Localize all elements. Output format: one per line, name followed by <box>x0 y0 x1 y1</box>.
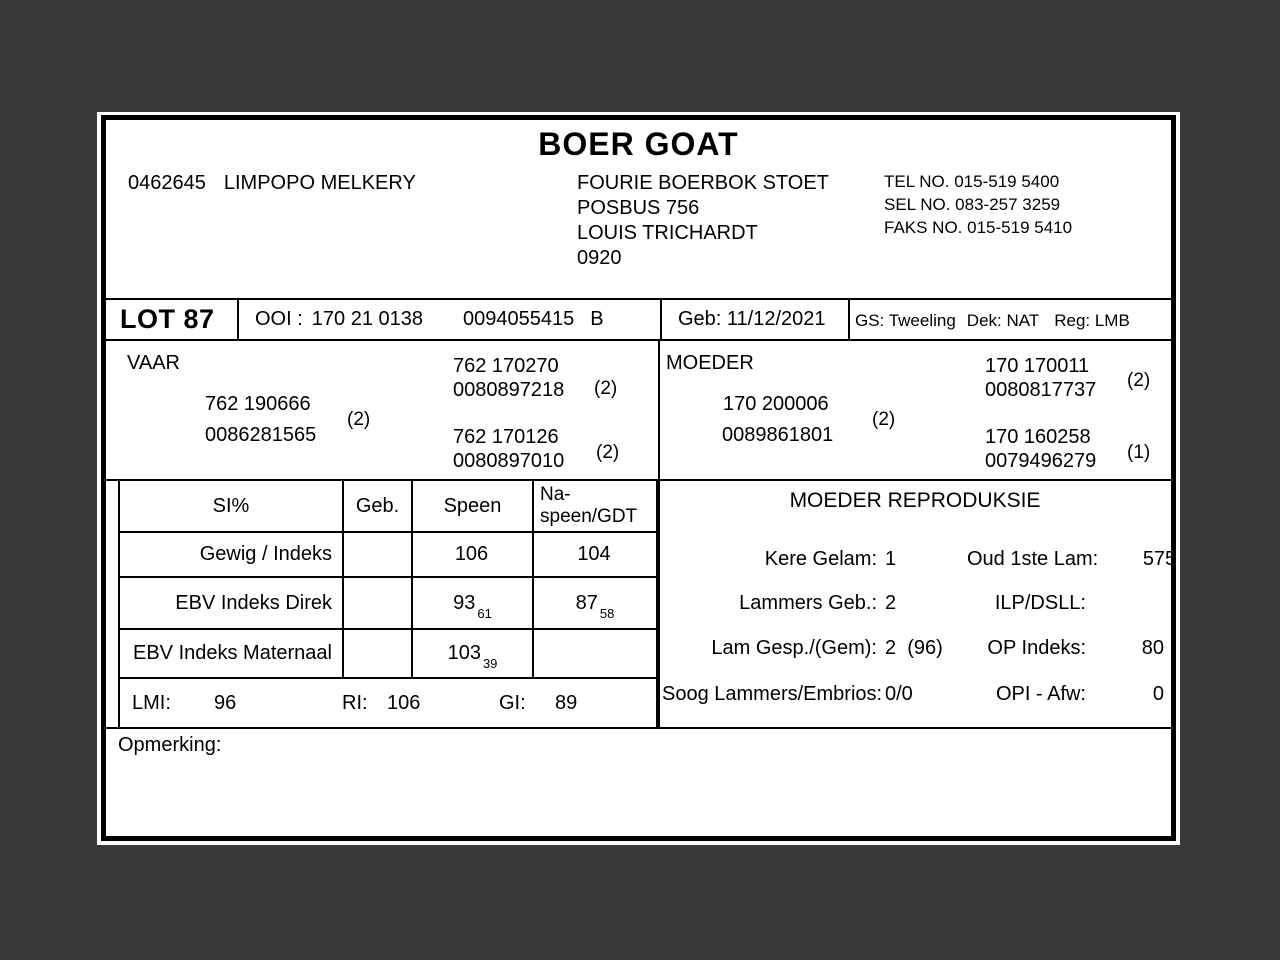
document-card <box>97 112 1180 845</box>
repro-row-1 <box>662 548 1177 571</box>
sire-id: 762 190666 <box>205 393 311 415</box>
gewig-naspeen-value <box>534 533 656 578</box>
remarks-label: Opmerking: <box>118 734 222 756</box>
row-label-ebv-direk: EBV Indeks Direk <box>120 578 344 630</box>
repro-row-4 <box>662 683 1164 706</box>
sire-sire-note: (2) <box>594 378 618 399</box>
gewig-naspeen-number: 104 <box>577 543 611 565</box>
stats-table <box>118 479 658 679</box>
ebv-maternaal-speen-number: 103 <box>447 642 481 664</box>
kere-gelam-value: 1 <box>885 548 897 570</box>
op-indeks-label: OP Indeks: <box>987 637 1086 659</box>
oud-1ste-lam-value: 575 <box>1142 548 1177 570</box>
dam-id: 170 200006 <box>723 393 829 415</box>
ebv-maternaal-geb-value <box>344 630 413 677</box>
repro-row-2 <box>662 592 1164 615</box>
mating-type: Dek: NAT <box>966 311 1040 330</box>
lam-gesp-value: 2 (96) <box>885 637 943 659</box>
ebv-direk-naspeen-number: 87 <box>575 591 598 614</box>
ooi-id: 170 21 0138 <box>311 308 424 330</box>
lammers-geb-label: Lammers Geb.: <box>739 592 877 614</box>
ri-value: 106 <box>387 692 421 714</box>
dam-dam-note: (1) <box>1127 442 1151 463</box>
dam-dam-reg-number: 0079496279 <box>985 450 1097 472</box>
ebv-direk-speen-sub: 61 <box>477 605 492 621</box>
col-header-speen: Speen <box>413 481 534 533</box>
member-name: LIMPOPO MELKERY <box>223 172 416 194</box>
stud-name: FOURIE BOERBOK STOET <box>577 172 829 194</box>
dam-sire-reg-number: 0080817737 <box>985 379 1097 401</box>
row-label-gewig-indeks: Gewig / Indeks <box>120 533 344 578</box>
op-indeks-value: 80 <box>1141 637 1164 659</box>
col-header-geb: Geb. <box>344 481 413 533</box>
opi-afw-value: 0 <box>1152 683 1164 705</box>
soog-lammers-label: Soog Lammers/Embrios: <box>662 683 883 705</box>
ebv-maternaal-speen-sub: 39 <box>482 656 498 671</box>
gi-value: 89 <box>555 692 578 714</box>
sire-reg-number: 0086281565 <box>205 424 317 446</box>
ebv-direk-speen-value <box>413 578 534 630</box>
lot-number: LOT 87 <box>120 304 215 334</box>
sire-dam-note: (2) <box>596 442 620 463</box>
ebv-direk-speen-number: 93 <box>453 591 476 614</box>
gewig-geb-value <box>344 533 413 578</box>
divider-header-bottom <box>105 298 1172 300</box>
registration-type: Reg: LMB <box>1054 311 1130 330</box>
col-header-naspeen <box>534 481 656 533</box>
ri-label: RI: <box>342 692 368 714</box>
ooi-label: OOI : <box>255 308 303 330</box>
col-header-naspeen-label: Na-speen/GDT <box>540 484 638 527</box>
dam-reg-number: 0089861801 <box>722 424 834 446</box>
row-label-ebv-maternaal: EBV Indeks Maternaal <box>120 630 344 677</box>
stud-town: LOUIS TRICHARDT <box>577 222 758 244</box>
ilp-dsll-value <box>1100 592 1164 615</box>
stud-address-block <box>577 171 829 271</box>
ebv-direk-naspeen-value <box>534 578 656 630</box>
lmi-value: 96 <box>214 692 237 714</box>
birth-status: GS: Tweeling <box>855 311 956 330</box>
dam-section-label: MOEDER <box>666 352 754 374</box>
dam-sire-id: 170 170011 <box>985 355 1090 377</box>
divider-lot-2 <box>660 298 662 341</box>
lammers-geb-value: 2 <box>885 592 897 614</box>
gewig-speen-value <box>413 533 534 578</box>
fax-number: FAKS NO. 015-519 5410 <box>884 218 1073 237</box>
lam-gesp-label: Lam Gesp./(Gem): <box>711 637 877 659</box>
opi-afw-label: OPI - Afw: <box>995 683 1086 705</box>
sire-dam-id: 762 170126 <box>453 426 559 448</box>
member-number: 0462645 <box>128 172 206 194</box>
divider-lot-3 <box>848 298 850 341</box>
gewig-speen-number: 106 <box>454 543 489 565</box>
gi-label: GI: <box>499 692 526 714</box>
divider-lot-1 <box>237 298 239 341</box>
sire-sire-id: 762 170270 <box>453 355 559 377</box>
contact-block <box>884 170 1072 239</box>
oud-1ste-lam-label: Oud 1ste Lam: <box>967 548 1099 570</box>
repro-title: MOEDER REPRODUKSIE <box>789 489 1041 512</box>
dam-sire-note: (2) <box>1127 370 1151 391</box>
ebv-direk-geb-value <box>344 578 413 630</box>
ooi-reg-number: 0094055415 <box>463 308 575 330</box>
indices-row <box>118 677 658 729</box>
ebv-maternaal-speen-value <box>413 630 534 677</box>
sire-section-label: VAAR <box>127 352 180 374</box>
lmi-label: LMI: <box>132 692 171 714</box>
dam-dam-id: 170 160258 <box>985 426 1091 448</box>
dam-litter-note: (2) <box>872 409 896 430</box>
doc-title: BOER GOAT <box>538 126 739 162</box>
tel-number: TEL NO. 015-519 5400 <box>884 172 1060 191</box>
ewe-id-line <box>255 308 604 331</box>
soog-lammers-value: 0/0 <box>885 683 913 705</box>
birth-status-line <box>855 311 1130 331</box>
divider-lot-bottom <box>105 339 1172 341</box>
sire-dam-reg-number: 0080897010 <box>453 450 565 472</box>
member-line <box>128 172 416 195</box>
ilp-dsll-label: ILP/DSLL: <box>994 592 1086 614</box>
birth-date: Geb: 11/12/2021 <box>678 308 826 330</box>
kere-gelam-label: Kere Gelam: <box>764 548 877 570</box>
ooi-sex: B <box>590 308 604 330</box>
stud-postal-box: POSBUS 756 <box>577 197 700 219</box>
ebv-maternaal-naspeen-value <box>534 630 656 677</box>
sire-litter-note: (2) <box>347 409 371 430</box>
cell-number: SEL NO. 083-257 3259 <box>884 195 1061 214</box>
ebv-direk-naspeen-sub: 58 <box>599 605 615 621</box>
stud-postal-code: 0920 <box>577 247 622 269</box>
repro-row-3 <box>662 637 1164 660</box>
col-header-si: SI% <box>120 481 344 533</box>
sire-sire-reg-number: 0080897218 <box>453 379 565 401</box>
dam-reproduction-section <box>658 479 1177 729</box>
